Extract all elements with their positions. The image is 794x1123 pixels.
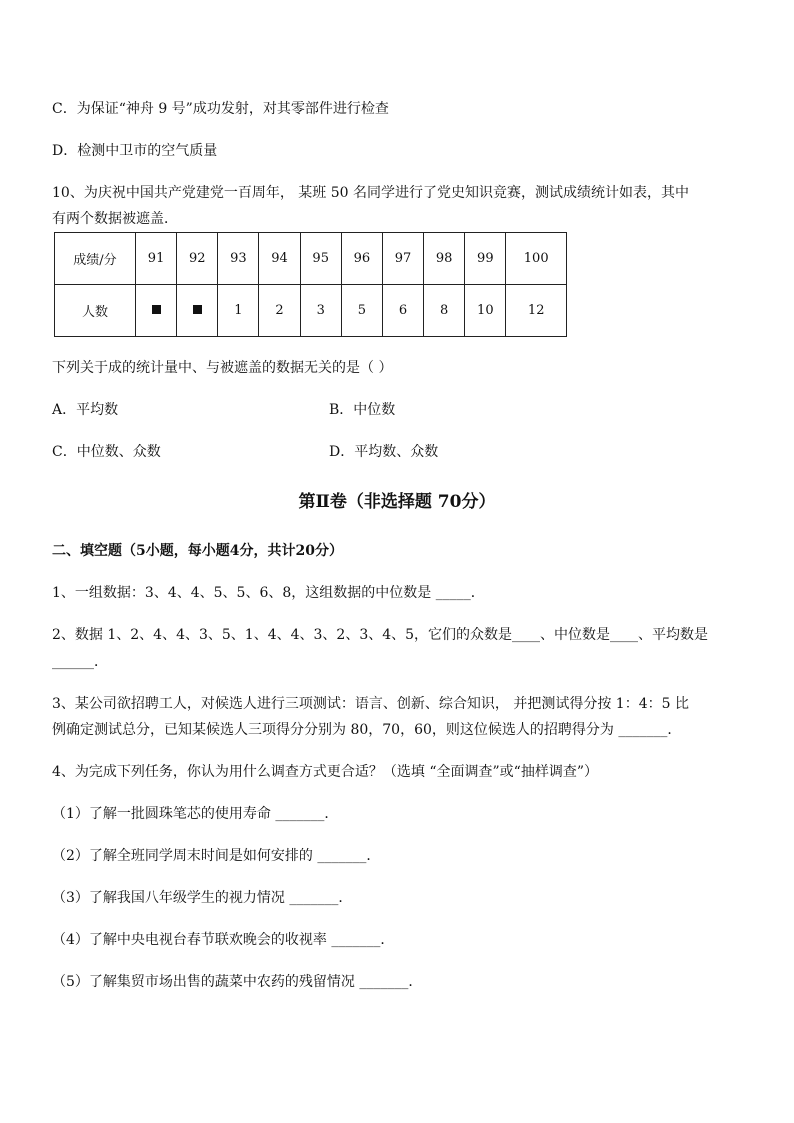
score-row xyxy=(55,233,567,285)
score-cell: 93 xyxy=(218,233,259,285)
score-cell: 96 xyxy=(341,233,382,285)
fill-q4-stem: 4、为完成下列任务，你认为用什么调查方式更合适？（选填 “全面调查”或“抽样调查”） xyxy=(52,764,598,780)
q10-stem-line1: 10、为庆祝中国共产党建党一百周年， 某班 50 名同学进行了党史知识竞赛，测试成绩统计如表，其中 xyxy=(52,185,689,201)
q10-option-d: D．平均数、众数 xyxy=(329,444,439,460)
count-cell-covered xyxy=(177,285,218,337)
count-row-header: 人数 xyxy=(55,285,136,337)
fill-q2-line2: ______． xyxy=(52,654,108,670)
covered-square-icon xyxy=(152,305,161,314)
fill-q1: 1、一组数据：3、4、4、5、5、6、8，这组数据的中位数是 _____． xyxy=(52,585,485,601)
score-cell: 95 xyxy=(300,233,341,285)
count-cell: 3 xyxy=(300,285,341,337)
fill-q4-item: （3）了解我国八年级学生的视力情况 _______． xyxy=(52,890,353,906)
count-cell: 5 xyxy=(341,285,382,337)
q10-option-a: A．平均数 xyxy=(52,402,119,418)
count-cell: 1 xyxy=(218,285,259,337)
score-cell: 97 xyxy=(382,233,423,285)
count-cell: 8 xyxy=(424,285,465,337)
count-cell: 12 xyxy=(506,285,567,337)
score-cell: 92 xyxy=(177,233,218,285)
score-cell: 91 xyxy=(136,233,177,285)
q10-option-c: C．中位数、众数 xyxy=(52,444,161,460)
score-cell: 99 xyxy=(465,233,506,285)
fill-q4-item: （1）了解一批圆珠笔芯的使用寿命 _______． xyxy=(52,806,339,822)
count-row xyxy=(55,285,567,337)
score-cell: 98 xyxy=(424,233,465,285)
q9-option-d: D．检测中卫市的空气质量 xyxy=(52,143,218,159)
score-row-header: 成绩/分 xyxy=(55,233,136,285)
count-cell: 10 xyxy=(465,285,506,337)
q10-question: 下列关于成的统计量中、与被遮盖的数据无关的是（ ） xyxy=(52,360,393,376)
fill-q2-line1: 2、数据 1、2、4、4、3、5、1、4、4、3、2、3、4、5，它们的众数是____、中位数是____、平均数是 xyxy=(52,627,709,643)
count-cell: 6 xyxy=(382,285,423,337)
fill-q4-item: （2）了解全班同学周末时间是如何安排的 _______． xyxy=(52,848,381,864)
fill-q4-item: （5）了解集贸市场出售的蔬菜中农药的残留情况 _______． xyxy=(52,974,423,990)
count-cell: 2 xyxy=(259,285,300,337)
fill-q3-line1: 3、某公司欲招聘工人，对候选人进行三项测试：语言、创新、综合知识， 并把测试得分按 1：4：5 比 xyxy=(52,696,689,712)
score-table xyxy=(54,232,567,337)
q10-stem-line2: 有两个数据被遮盖． xyxy=(52,211,178,227)
q9-option-c: C．为保证“神舟 9 号”成功发射，对其零部件进行检查 xyxy=(52,101,389,117)
part2-title: 第Ⅱ卷（非选择题 70分） xyxy=(298,492,496,512)
q10-option-b: B．中位数 xyxy=(329,402,396,418)
count-cell-covered xyxy=(136,285,177,337)
score-cell: 94 xyxy=(259,233,300,285)
fill-q3-line2: 例确定测试总分，已知某候选人三项得分分别为 80，70，60，则这位候选人的招聘得分为 _______． xyxy=(52,722,682,738)
score-cell: 100 xyxy=(506,233,567,285)
covered-square-icon xyxy=(193,305,202,314)
section2-heading: 二、填空题（5小题，每小题4分，共计20分） xyxy=(52,543,343,559)
fill-q4-item: （4）了解中央电视台春节联欢晚会的收视率 _______． xyxy=(52,932,395,948)
